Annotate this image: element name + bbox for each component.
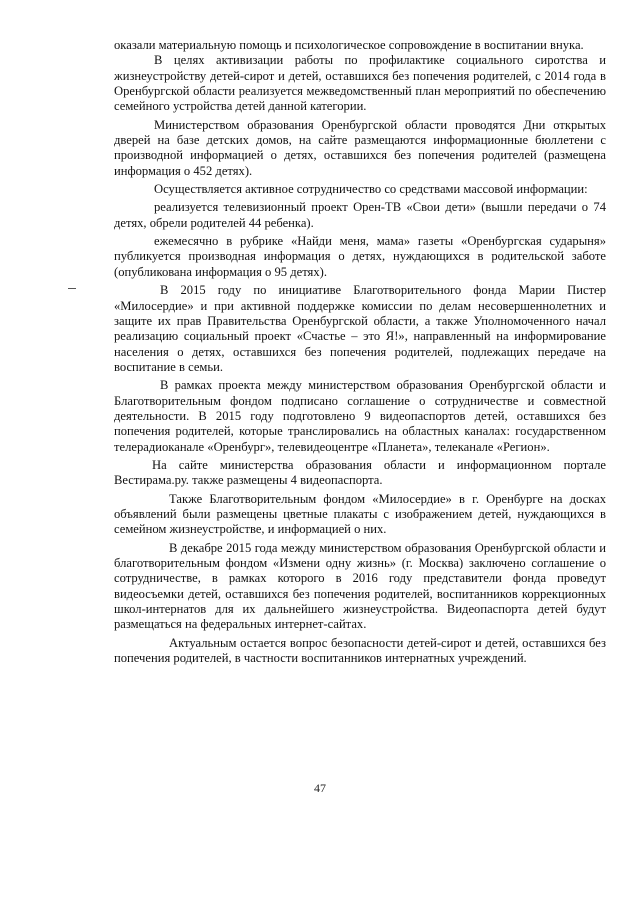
paragraph: Актуальным остается вопрос безопасности детей-сирот и детей, оставшихся без попечения родителей, в частности воспитанников интернатных учреждений. [114,635,606,666]
paragraph: На сайте министерства образования области и информационном портале Вестирама.ру. также размещены 4 видеопаспорта. [114,457,606,488]
paragraph: В 2015 году по инициативе Благотворительного фонда Марии Пистер «Милосердие» и при активной поддержке комиссии по делам несовершеннолетних и защите их прав Правительства Оренбургской области, а также Уполномоченного начал реализацию социальный проект «Счастье – это Я!», направленный на информирование населения о детях, оставшихся без попечения родителей, подлежащих передаче на воспитание в семьи. [114,283,606,374]
margin-mark [68,288,76,289]
paragraph: Министерством образования Оренбургской области проводятся Дни открытых дверей на базе детских домов, на сайте размещаются информационные бюллетени с производной информацией о детях, оставшихся без попечения родителей (размещена информация о 452 детях). [114,117,606,178]
paragraph: Также Благотворительным фондом «Милосердие» в г. Оренбурге на досках объявлений были размещены цветные плакаты с изображением детей, нуждающихся в семейном жизнеустройстве, и информацией о них. [114,491,606,537]
paragraph: Осуществляется активное сотрудничество со средствами массовой информации: [154,182,588,197]
paragraph: ежемесячно в рубрике «Найди меня, мама» газеты «Оренбургская сударыня» публикуется производная информация о детях, нуждающихся в родительской заботе (опубликована информация о 95 детях). [114,234,606,279]
paragraph: В декабре 2015 года между министерством образования Оренбургской области и благотворительным фондом «Измени одну жизнь» (г. Москва) заключено соглашение о сотрудничестве, в рамках которого в 2016 году представители фонда проведут видеосъемки детей, оставшихся без попечения родителей, воспитанников коррекционных школ-интернатов для их дальнейшего жизнеустройства. Видеопаспорта детей будут размещаться на федеральных интернет-сайтах. [114,540,606,632]
paragraph: оказали материальную помощь и психологическое сопровождение в воспитании внука. [114,38,584,52]
paragraph: В целях активизации работы по профилактике социального сиротства и жизнеустройству детей-сирот и детей, оставшихся без попечения родителей, с 2014 года в Оренбургской области реализуется межведомственный план мероприятий по обеспечению семейного устройства детей данной категории. [114,53,606,114]
paragraph: В рамках проекта между министерством образования Оренбургской области и Благотворительным фондом подписано соглашение о сотрудничестве и совместной деятельности. В 2015 году подготовлено 9 видеопаспортов детей, оставшихся без попечения родителей, которые транслировались на областных каналах: государственном телерадиоканале «Оренбург», телевидеоцентре «Планета», телеканале «Регион». [114,378,606,454]
document-body [114,38,606,666]
paragraph: реализуется телевизионный проект Орен-ТВ «Свои дети» (вышли передачи о 74 детях, обрели родителей 44 ребенка). [114,200,606,230]
page-number: 47 [314,781,326,795]
